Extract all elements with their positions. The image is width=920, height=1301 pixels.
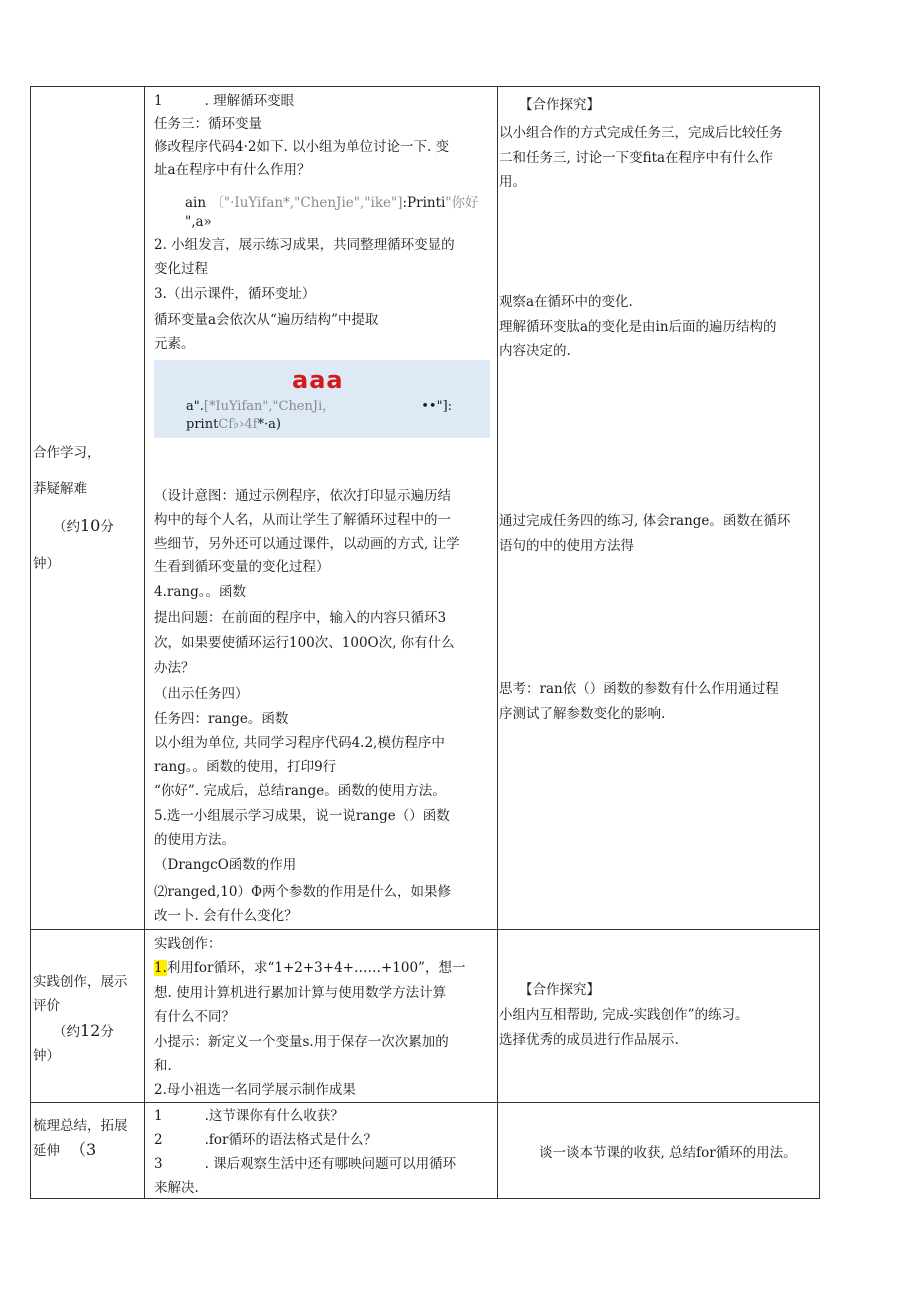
teacher-activity-line: 5.选一小组展示学习成果，说一说range（）函数 [154, 808, 450, 824]
code-sample: ",a» [185, 214, 212, 230]
student-activity-line: 理解循环变肽a的变化是由in后面的遍历结构的 [499, 319, 777, 335]
row-divider [31, 929, 819, 930]
student-activity-line: 小组内互相帮助, 完成-实践创作”的练习。 [499, 1007, 749, 1023]
teacher-activity-line: （DrangcO函数的作用 [154, 857, 297, 873]
student-activity-line: 通过完成任务四的练习, 体会range。函数在循环 [499, 513, 791, 529]
row-divider [31, 1102, 819, 1103]
loop-variable-animation: aaa [292, 366, 344, 394]
design-intent: 生看到循环变量的变化过程） [154, 559, 330, 575]
teacher-activity-line: 次，如果要使循环运行100次、100O次, 你有什么 [154, 635, 455, 651]
teacher-activity-line: 2. 小组发言，展示练习成果，共同整理循环变显的 [154, 237, 455, 253]
section-heading: 4.rang。。函数 [154, 584, 246, 600]
code-line: printCf♭›4f*·a) [186, 417, 281, 432]
teacher-activity-line: 3.（出示课件，循环变址） [154, 286, 316, 302]
teacher-activity-line: 1.利用for循环，求“1+2+3+4+……+100”，想一 [154, 960, 466, 976]
stage-subtitle: 莽疑解难 [33, 481, 87, 497]
teacher-activity-line: 有什么不同？ [154, 1009, 235, 1025]
question-line: 来解决. [154, 1180, 199, 1196]
teacher-activity-line: 循环变量a会依次从“遍历结构”中提取 [154, 312, 379, 328]
stage-title: 梳理总结，拓展 [33, 1118, 128, 1134]
column-divider [497, 87, 498, 1198]
task-heading: 实践创作： [154, 936, 222, 952]
student-activity-heading: 【合作探究】 [519, 97, 600, 113]
student-activity-line: 二和任务三, 讨论一下变fita在程序中有什么作 [499, 150, 774, 166]
stage-duration: （约12分 [53, 1021, 114, 1040]
stage-duration-unit: 钟） [33, 556, 60, 572]
column-divider [144, 87, 145, 1198]
student-activity-line: 序测试了解参数变化的影响. [499, 706, 666, 722]
teacher-activity-line: 修改程序代码4·2如下. 以小组为单位讨论一下. 变 [154, 139, 450, 155]
student-activity-line: 观察a在循环中的变化. [499, 294, 633, 310]
teacher-activity-line: 想. 使用计算机进行累加计算与使用数学方法计算 [154, 985, 447, 1001]
task-heading: 任务三：循环变量 [154, 116, 262, 132]
stage-duration: （约10分 [53, 516, 114, 535]
question-line: 2 .for循环的语法格式是什么？ [154, 1132, 377, 1148]
design-intent: 些细节，另外还可以通过课件，以动画的方式, 让学 [154, 536, 460, 552]
teacher-activity-line: ⑵ranged,10）Φ两个参数的作用是什么，如果修 [154, 884, 452, 900]
stage-subtitle: 延伸 （3 [33, 1140, 97, 1159]
stage-title: 合作学习， [33, 445, 101, 461]
teacher-activity-line: 址a在程序中有什么作用？ [154, 162, 311, 178]
student-activity-line: 用。 [499, 174, 526, 190]
stage-subtitle: 评价 [33, 998, 60, 1014]
teacher-activity-line: 1 . 理解循环变眼 [154, 93, 295, 109]
design-intent: （设计意图：通过示例程序，依次打印显示遍历结 [154, 488, 451, 504]
question-line: 1 .这节课你有什么收获？ [154, 1108, 344, 1124]
student-activity-line: 以小组合作的方式完成任务三，完成后比较任务 [499, 125, 783, 141]
design-intent: 构中的每个人名，从而让学生了解循环过程中的一 [154, 512, 451, 528]
student-activity-line: 语句的中的使用方法得 [499, 538, 634, 554]
teacher-activity-line: 的使用方法。 [154, 832, 235, 848]
code-sample: ain 〔"·IuYifan*,"ChenJie","ike"]:Printi"你好 [185, 195, 479, 211]
code-line: a".[*IuYifan","ChenJi， ••"]: [186, 399, 453, 414]
question-line: 3 . 课后观察生活中还有哪映问题可以用循环 [154, 1156, 457, 1172]
stage-duration-unit: 钟） [33, 1048, 60, 1064]
teacher-activity-line: “你好”. 完成后，总结range。函数的使用方法。 [154, 783, 446, 799]
task-heading: 任务四：range。函数 [154, 711, 289, 727]
teacher-activity-line: 以小组为单位, 共同学习程序代码4.2,模仿程序中 [154, 735, 445, 751]
teacher-activity-line: （出示任务四） [154, 686, 249, 702]
student-activity-heading: 【合作探究】 [519, 982, 600, 998]
student-activity-line: 思考：ran依（）函数的参数有什么作用通过程 [499, 681, 779, 697]
lesson-plan-table [30, 86, 820, 1199]
teacher-activity-line: 变化过程 [154, 261, 208, 277]
teacher-activity-line: 提出问题：在前面的程序中，输入的内容只循环3 [154, 610, 447, 626]
teacher-activity-line: 办法？ [154, 660, 195, 676]
teacher-activity-line: 2.母小祖选一名同学展示制作成果 [154, 1082, 356, 1098]
teacher-activity-line: 改一卜. 会有什么变化？ [154, 908, 298, 924]
courseware-code-box [154, 360, 490, 438]
hint-line: 小提示：新定义一个变量s.用于保存一次次累加的 [154, 1034, 449, 1050]
student-activity-line: 谈一谈本节课的收获, 总结for循环的用法。 [539, 1145, 797, 1161]
teacher-activity-line: rang。。函数的使用，打印9行 [154, 759, 337, 775]
student-activity-line: 内容决定的. [499, 343, 571, 359]
hint-line: 和. [154, 1058, 172, 1074]
stage-title: 实践创作，展示 [33, 974, 128, 990]
student-activity-line: 选择优秀的成员进行作品展示. [499, 1032, 679, 1048]
teacher-activity-line: 元素。 [154, 336, 195, 352]
